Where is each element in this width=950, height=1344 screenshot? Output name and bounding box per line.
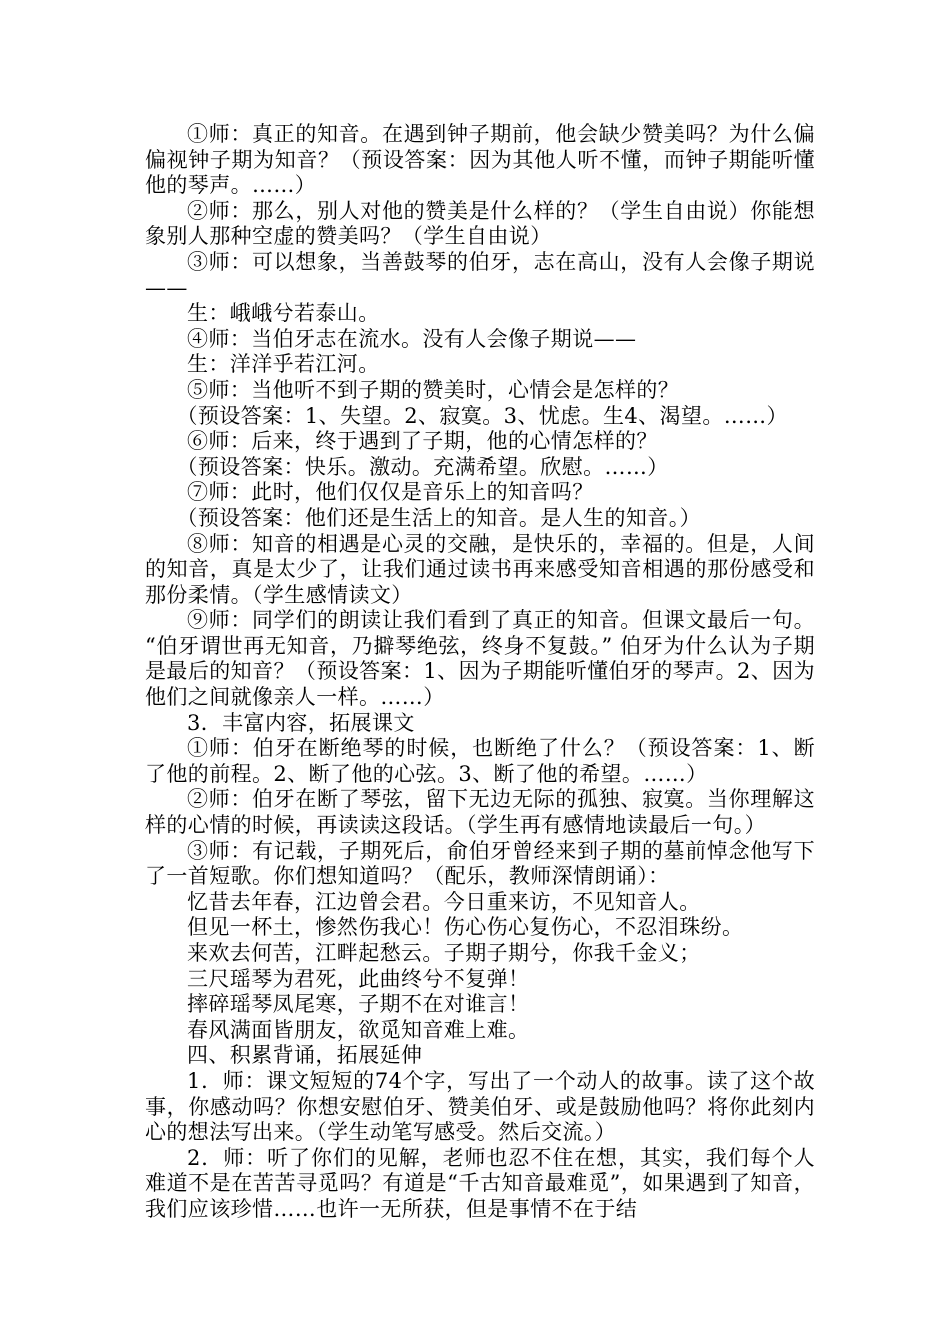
paragraph-9: ⑥师：后来，终于遇到了子期，他的心情怎样的？ — [187, 429, 658, 454]
paragraph-12: （预设答案：他们还是生活上的知音。是人生的知音。） — [176, 505, 701, 530]
paragraph-1: ①师：真正的知音。在遇到钟子期前，他会缺少赞美吗？为什么偏偏视钟子期为知音？（预设答案：因为其他人听不懂，而钟子期能听懂他的琴声。……） — [145, 122, 815, 198]
section-heading-4: 四、积累背诵，拓展延伸 — [187, 1043, 423, 1068]
paragraph-26: 1．师：课文短短的74个字，写出了一个动人的故事。读了这个故事，你感动吗？你想安慰伯牙、赞美伯牙、或是鼓励他吗？将你此刻内心的想法写出来。（学生动笔写感受。然后交流。） — [145, 1068, 815, 1145]
poem-line-4: 三尺瑶琴为君死，此曲终兮不复弹！ — [187, 966, 530, 991]
poem-line-1: 忆昔去年春，江边曾会君。今日重来访，不见知音人。 — [187, 889, 701, 914]
paragraph-18: ③师：有记载，子期死后，俞伯牙曾经来到子期的墓前悼念他写下了一首短歌。你们想知道吗？（配乐，教师深情朗诵）： — [145, 838, 815, 889]
poem-line-5: 摔碎瑶琴凤尾寒，子期不在对谁言！ — [187, 992, 530, 1017]
paragraph-8: （预设答案：1、失望。2、寂寞。3、忧虑。生4、渴望。……） — [176, 403, 788, 428]
paragraph-2: ②师：那么，别人对他的赞美是什么样的？（学生自由说）你能想象别人那种空虚的赞美吗？（学生自由说） — [145, 198, 815, 249]
paragraph-17: ②师：伯牙在断了琴弦，留下无边无际的孤独、寂寞。当你理解这样的心情的时候，再读读这段话。（学生再有感情地读最后一句。） — [145, 787, 815, 838]
section-heading-3: 3．丰富内容，拓展课文 — [187, 710, 415, 735]
paragraph-3: ③师：可以想象，当善鼓琴的伯牙，志在高山，没有人会像子期说—— — [145, 249, 815, 300]
paragraph-16: ①师：伯牙在断绝琴的时候，也断绝了什么？（预设答案：1、断了他的前程。2、断了他的心弦。3、断了他的希望。……） — [145, 736, 815, 786]
paragraph-4: 生：峨峨兮若泰山。 — [187, 301, 380, 326]
paragraph-10: （预设答案：快乐。激动。充满希望。欣慰。……） — [176, 454, 669, 479]
paragraph-7: ⑤师：当他听不到子期的赞美时，心情会是怎样的？ — [187, 377, 680, 402]
paragraph-27: 2．师：听了你们的见解，老师也忍不住在想，其实，我们每个人难道不是在苦苦寻觅吗？有道是“千古知音最难觅”，如果遇到了知音，我们应该珍惜……也许一无所获，但是事情不在于结 — [145, 1145, 815, 1221]
paragraph-14: ⑨师：同学们的朗读让我们看到了真正的知音。但课文最后一句。“伯牙谓世再无知音，乃擗琴绝弦，终身不复鼓。” 伯牙为什么认为子期是最后的知音？（预设答案：1、因为子期能听懂伯牙的琴声。2、因为他们之间就像亲人一样。……） — [145, 608, 815, 710]
paragraph-13: ⑧师：知音的相遇是心灵的交融，是快乐的，幸福的。但是，人间的知音，真是太少了，让我们通过读书再来感受知音相遇的那份感受和那份柔情。（学生感情读文） — [145, 531, 815, 607]
paragraph-5: ④师：当伯牙志在流水。没有人会像子期说—— — [187, 326, 637, 351]
poem-line-3: 来欢去何苦，江畔起愁云。子期子期兮，你我千金义； — [187, 941, 701, 965]
paragraph-11: ⑦师：此时，他们仅仅是音乐上的知音吗？ — [187, 480, 594, 505]
poem-line-6: 春风满面皆朋友，欲觅知音难上难。 — [187, 1017, 530, 1042]
paragraph-6: 生：洋洋乎若江河。 — [187, 352, 380, 377]
poem-line-2: 但见一杯土，惨然伤我心！伤心伤心复伤心，不忍泪珠纷。 — [187, 915, 744, 940]
document-page — [145, 122, 815, 1223]
